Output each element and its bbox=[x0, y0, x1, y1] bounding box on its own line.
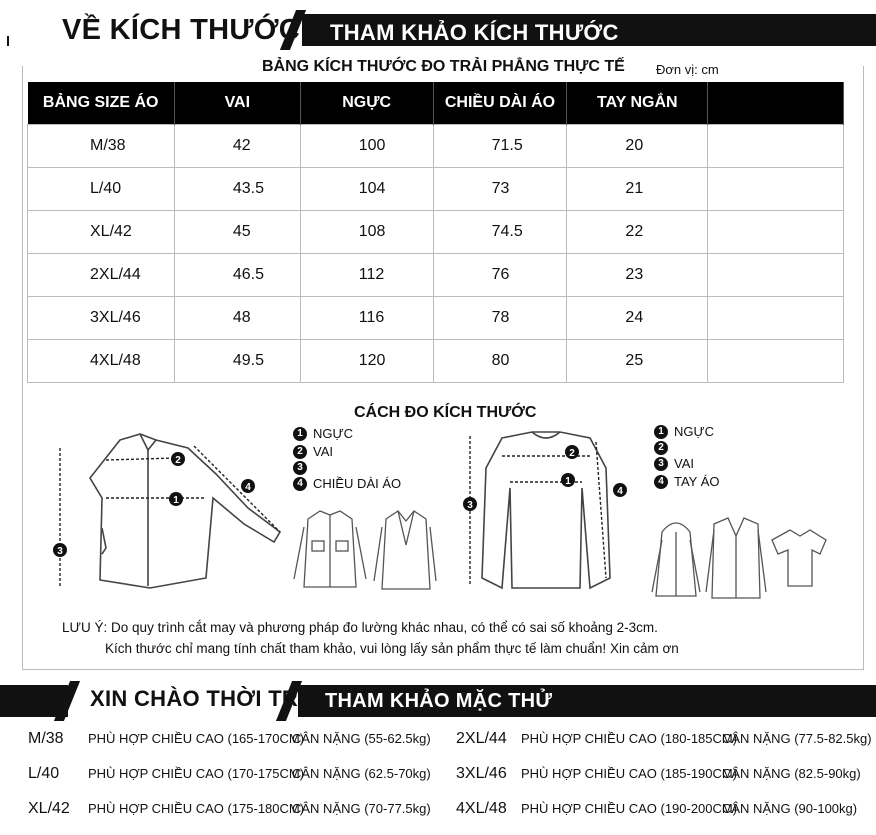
size-table bbox=[27, 82, 844, 383]
fit-weight: CÂN NẶNG (90-100kg) bbox=[722, 801, 858, 816]
legend-item bbox=[293, 443, 401, 461]
legend-item bbox=[654, 441, 720, 455]
table-cell: 80 bbox=[433, 339, 567, 382]
table-cell bbox=[708, 167, 844, 210]
table-cell: 45 bbox=[174, 210, 300, 253]
sweater-measure-illustration bbox=[462, 428, 642, 594]
table-cell: 116 bbox=[300, 296, 433, 339]
section-title-reference: THAM KHẢO KÍCH THƯỚC bbox=[330, 20, 619, 45]
legend-item bbox=[293, 425, 401, 443]
marker-1-label: 1 bbox=[173, 495, 179, 506]
fit-size: L/40 bbox=[28, 765, 60, 782]
table-cell: 120 bbox=[300, 339, 433, 382]
col-header: NGỰC bbox=[300, 82, 433, 124]
fit-height: PHÙ HỢP CHIỀU CAO (180-185CM) bbox=[521, 731, 738, 746]
fit-height: PHÙ HỢP CHIỀU CAO (190-200CM) bbox=[521, 801, 738, 816]
fit-height: PHÙ HỢP CHIỀU CAO (175-180CM) bbox=[88, 801, 305, 816]
number-badge: 4 bbox=[293, 477, 307, 491]
fit-item bbox=[28, 765, 431, 783]
fit-height: PHÙ HỢP CHIỀU CAO (170-175CM) bbox=[88, 766, 305, 781]
col-header bbox=[708, 82, 844, 124]
number-badge: 2 bbox=[654, 441, 668, 455]
table-cell: 71.5 bbox=[433, 124, 567, 167]
section-title-greeting: XIN CHÀO THỜI TRANG bbox=[90, 686, 348, 711]
table-cell bbox=[708, 296, 844, 339]
table-cell: 3XL/46 bbox=[28, 296, 175, 339]
legend-label: TAY ÁO bbox=[674, 474, 720, 489]
table-row bbox=[28, 339, 844, 382]
col-header: TAY NGẮN bbox=[567, 82, 708, 124]
marker-4-label: 4 bbox=[245, 482, 251, 493]
table-cell: 24 bbox=[567, 296, 708, 339]
table-row bbox=[28, 124, 844, 167]
table-cell: 4XL/48 bbox=[28, 339, 175, 382]
marker-2-label: 2 bbox=[569, 448, 575, 459]
table-cell: 20 bbox=[567, 124, 708, 167]
marker-3-label: 3 bbox=[467, 500, 473, 511]
fit-weight: CÂN NẶNG (55-62.5kg) bbox=[292, 731, 431, 746]
table-row bbox=[28, 167, 844, 210]
number-badge: 3 bbox=[654, 457, 668, 471]
table-row bbox=[28, 296, 844, 339]
section-title-size: VỀ KÍCH THƯỚC bbox=[62, 14, 300, 46]
table-cell: 22 bbox=[567, 210, 708, 253]
number-badge: 1 bbox=[293, 427, 307, 441]
fit-item bbox=[28, 730, 431, 748]
fit-item bbox=[456, 765, 861, 783]
table-cell: 49.5 bbox=[174, 339, 300, 382]
table-cell: 25 bbox=[567, 339, 708, 382]
fit-item bbox=[456, 730, 872, 748]
legend-label: CHIỀU DÀI ÁO bbox=[313, 476, 402, 491]
table-cell bbox=[708, 253, 844, 296]
table-cell bbox=[708, 339, 844, 382]
fit-size: 3XL/46 bbox=[456, 765, 507, 782]
legend-sweater bbox=[654, 423, 720, 491]
fit-size: 4XL/48 bbox=[456, 800, 507, 817]
table-cell: 78 bbox=[433, 296, 567, 339]
legend-item bbox=[293, 461, 401, 475]
table-cell: 42 bbox=[174, 124, 300, 167]
table-cell: 74.5 bbox=[433, 210, 567, 253]
marker-1-label: 1 bbox=[565, 476, 571, 487]
table-cell: 23 bbox=[567, 253, 708, 296]
header-top bbox=[0, 10, 876, 50]
fit-weight: CÂN NẶNG (62.5-70kg) bbox=[292, 766, 431, 781]
table-cell: 21 bbox=[567, 167, 708, 210]
fit-size: M/38 bbox=[28, 730, 64, 747]
number-badge: 4 bbox=[654, 475, 668, 489]
legend-label: VAI bbox=[674, 456, 694, 471]
unit-label: Đơn vị: cm bbox=[656, 62, 719, 77]
table-cell: 43.5 bbox=[174, 167, 300, 210]
table-cell: 76 bbox=[433, 253, 567, 296]
fit-height: PHÙ HỢP CHIỀU CAO (185-190CM) bbox=[521, 766, 738, 781]
note-line-1: LƯU Ý: Do quy trình cắt may và phương pháp đo lường khác nhau, có thể có sai số khoảng 2-3cm. bbox=[62, 620, 658, 635]
garment-sketches bbox=[648, 512, 828, 604]
table-row bbox=[28, 210, 844, 253]
marker-4-label: 4 bbox=[617, 486, 623, 497]
fit-size: 2XL/44 bbox=[456, 730, 507, 747]
number-badge: 1 bbox=[654, 425, 668, 439]
table-cell: M/38 bbox=[28, 124, 175, 167]
shirt-measure-illustration bbox=[48, 428, 293, 606]
col-header: CHIỀU DÀI ÁO bbox=[433, 82, 567, 124]
table-header-row bbox=[28, 82, 844, 124]
legend-label: VAI bbox=[313, 444, 333, 459]
number-badge: 2 bbox=[293, 445, 307, 459]
table-title: BẢNG KÍCH THƯỚC ĐO TRẢI PHẲNG THỰC TẾ bbox=[262, 58, 625, 75]
legend-label: NGỰC bbox=[674, 424, 714, 439]
fit-item bbox=[456, 800, 857, 818]
table-cell: 104 bbox=[300, 167, 433, 210]
legend-item bbox=[654, 423, 720, 441]
legend-shirt bbox=[293, 425, 401, 493]
jacket-sketches bbox=[288, 505, 438, 599]
table-cell: 48 bbox=[174, 296, 300, 339]
table-row bbox=[28, 253, 844, 296]
measure-title: CÁCH ĐO KÍCH THƯỚC bbox=[354, 404, 537, 421]
col-header: BẢNG SIZE ÁO bbox=[28, 82, 175, 124]
col-header: VAI bbox=[174, 82, 300, 124]
number-badge: 3 bbox=[293, 461, 307, 475]
note bbox=[62, 617, 679, 659]
table-cell: 73 bbox=[433, 167, 567, 210]
marker-2-label: 2 bbox=[175, 455, 181, 466]
table-cell: 46.5 bbox=[174, 253, 300, 296]
table-cell bbox=[708, 124, 844, 167]
fit-item bbox=[28, 800, 431, 818]
fit-height: PHÙ HỢP CHIỀU CAO (165-170CM) bbox=[88, 731, 305, 746]
fit-weight: CÂN NẶNG (70-77.5kg) bbox=[292, 801, 431, 816]
marker-3-label: 3 bbox=[57, 546, 63, 557]
table-cell: 2XL/44 bbox=[28, 253, 175, 296]
fit-weight: CÂN NẶNG (82.5-90kg) bbox=[722, 766, 861, 781]
header-bottom bbox=[0, 681, 876, 721]
table-cell: 112 bbox=[300, 253, 433, 296]
header-tick bbox=[7, 36, 9, 46]
legend-item bbox=[654, 473, 720, 491]
table-cell: L/40 bbox=[28, 167, 175, 210]
note-line-2: Kích thước chỉ mang tính chất tham khảo, vui lòng lấy sản phẩm thực tế làm chuẩn! Xin cảm ơn bbox=[105, 641, 679, 656]
legend-item bbox=[654, 455, 720, 473]
table-cell: 100 bbox=[300, 124, 433, 167]
fit-weight: CÂN NẶNG (77.5-82.5kg) bbox=[722, 731, 872, 746]
table-cell bbox=[708, 210, 844, 253]
legend-item bbox=[293, 475, 401, 493]
legend-label: NGỰC bbox=[313, 426, 353, 441]
table-cell: XL/42 bbox=[28, 210, 175, 253]
fit-size: XL/42 bbox=[28, 800, 70, 817]
section-title-fit: THAM KHẢO MẶC THỬ bbox=[325, 690, 553, 712]
table-cell: 108 bbox=[300, 210, 433, 253]
